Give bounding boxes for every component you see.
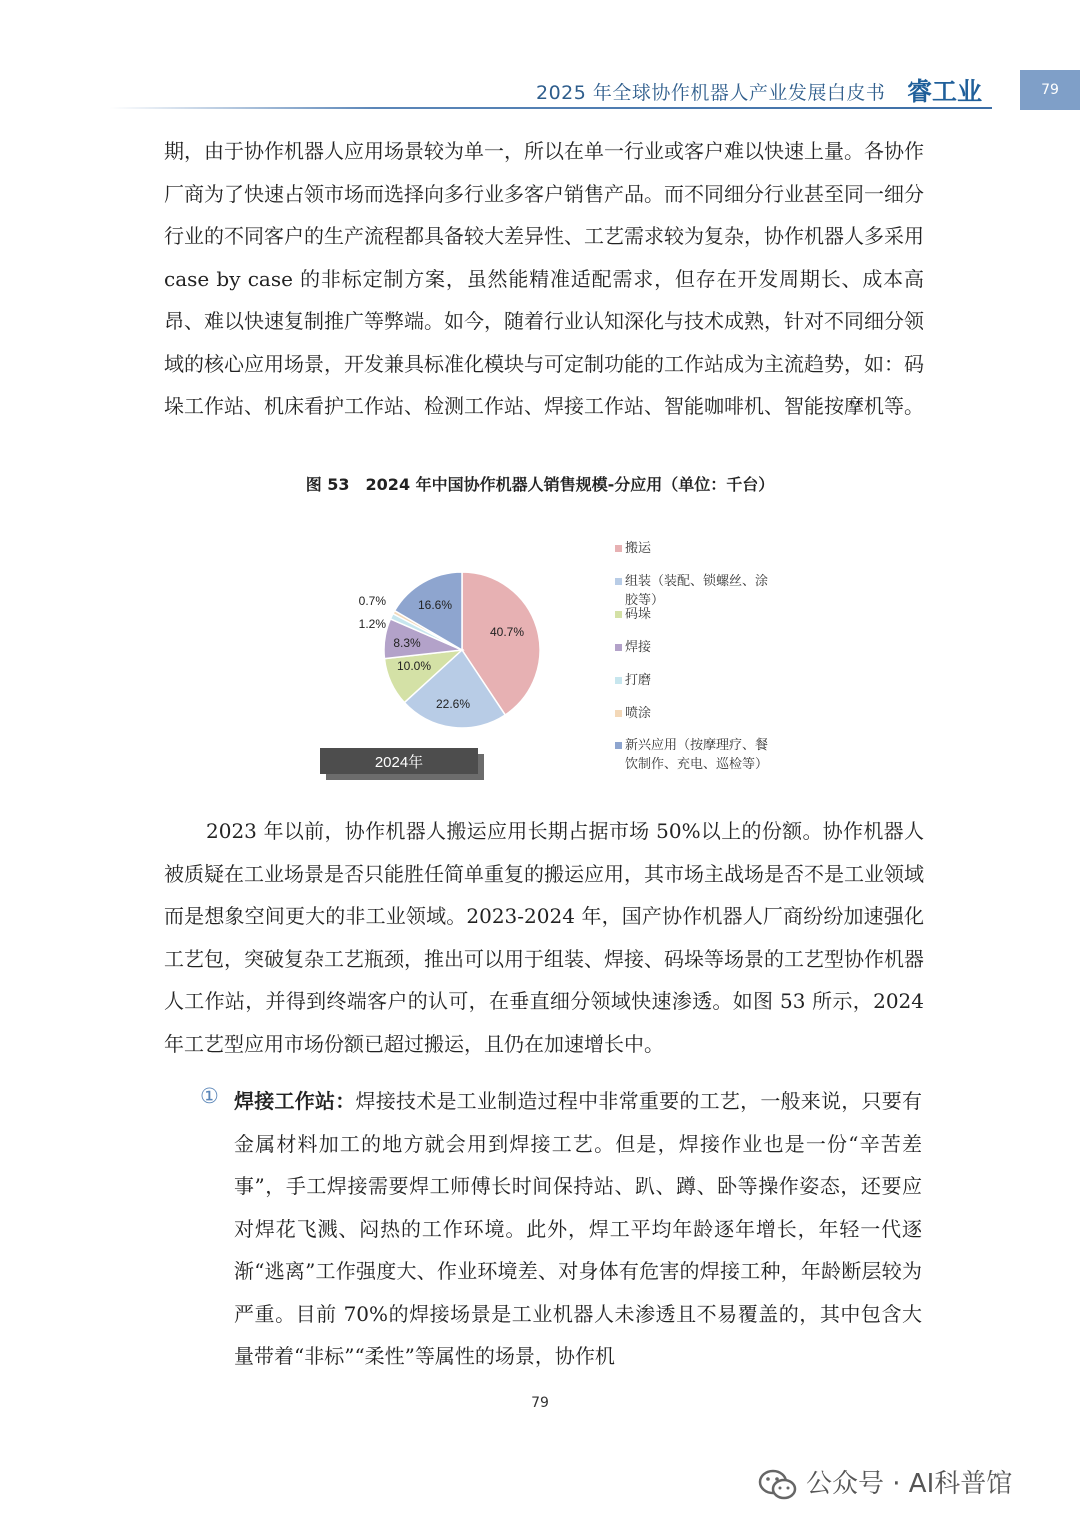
legend-item bbox=[615, 606, 651, 622]
list-item-text: 焊接技术是工业制造过程中非常重要的工艺，一般来说，只要有金属材料加工的地方就会用到焊接工艺。但是，焊接作业也是一份“辛苦差事”，手工焊接需要焊工师傅长时间保持站、趴、蹲、卧等操作姿态，还要应对焊花飞溅、闷热的工作环境。此外，焊工平均年龄逐年增长，年轻一代逐渐“逃离”工作强度大、作业环境差、对身体有危害的焊接工种，年龄断层较为严重。目前 70%的焊接场景是工业机器人未渗透且不易覆盖的，其中包含大量带着“非标”“柔性”等属性的场景，协作机 bbox=[234, 1089, 923, 1368]
legend-label: 焊接 bbox=[625, 640, 652, 655]
legend-label: 打磨 bbox=[625, 673, 652, 688]
pie-slice-label: 0.7% bbox=[358, 594, 386, 608]
legend-item bbox=[615, 540, 652, 556]
wechat-icon bbox=[758, 1468, 798, 1502]
legend-swatch bbox=[615, 578, 622, 585]
pie-slice-label: 10.0% bbox=[396, 659, 432, 673]
legend-item bbox=[615, 672, 651, 688]
header-page-tab: 79 bbox=[1020, 70, 1080, 110]
pie-chart bbox=[300, 520, 820, 800]
watermark bbox=[758, 1463, 1012, 1502]
page-number: 79 bbox=[531, 1395, 549, 1411]
pie-slice-label: 1.2% bbox=[358, 617, 386, 631]
legend-label: 新兴应用（按摩理疗、餐 bbox=[625, 738, 769, 753]
list-item-heading: 焊接工作站： bbox=[234, 1089, 356, 1113]
pie-slice-label: 8.3% bbox=[393, 636, 421, 650]
legend-label: 饮制作、充电、巡检等） bbox=[625, 757, 769, 772]
chart-title-plate bbox=[320, 748, 484, 780]
paragraph-2: 2023 年以前，协作机器人搬运应用长期占据市场 50%以上的份额。协作机器人被质疑在工业场景是否只能胜任简单重复的搬运应用，其市场主战场是否不是工业领域而是想象空间更大的非工业领域。2023-2024 年，国产协作机器人厂商纷纷加速强化工艺包，突破复杂工艺瓶颈，推出可以用于组装、焊接、码垛等场景的工艺型协作机器人工作站，并得到终端客户的认可，在垂直细分领域快速渗透。如图 53 所示，2024 年工艺型应用市场份额已超过搬运，且仍在加速增长中。 bbox=[164, 819, 924, 1056]
legend-swatch bbox=[615, 742, 622, 749]
legend-label: 组装（装配、锁螺丝、涂 bbox=[625, 574, 769, 589]
legend-item bbox=[615, 573, 768, 608]
pie-slice-label: 40.7% bbox=[489, 625, 525, 639]
paragraph-1: 期，由于协作机器人应用场景较为单一，所以在单一行业或客户难以快速上量。各协作厂商为了快速占领市场而选择向多行业多客户销售产品。而不同细分行业甚至同一细分行业的不同客户的生产流程都具备较大差异性、工艺需求较为复杂，协作机器人多采用 case by case 的非标定制方案，虽然能精准适配需求，但存在开发周期长、成本高昂、难以快速复制推广等弊端。如今，随着行业认知深化与技术成熟，针对不同细分领域的核心应用场景，开发兼具标准化模块与可定制功能的工作站成为主流趋势，如：码垛工作站、机床看护工作站、检测工作站、焊接工作站、智能咖啡机、智能按摩机等。 bbox=[164, 139, 924, 418]
legend-swatch bbox=[615, 545, 622, 552]
figure-caption: 图 53 2024 年中国协作机器人销售规模-分应用（单位：千台） bbox=[305, 475, 775, 494]
list-number: ① bbox=[200, 1084, 219, 1108]
document-title: 2025 年全球协作机器人产业发展白皮书 bbox=[536, 82, 886, 104]
header-divider bbox=[110, 107, 992, 109]
watermark-text: 公众号 · AI科普馆 bbox=[806, 1469, 1013, 1499]
legend-label: 搬运 bbox=[625, 541, 652, 556]
brand-logo-text: 睿工业 bbox=[907, 77, 983, 106]
legend-item bbox=[615, 705, 651, 721]
legend-swatch bbox=[615, 644, 622, 651]
list-item-body bbox=[234, 1080, 922, 1378]
pie-slice-label: 22.6% bbox=[435, 697, 471, 711]
legend-label: 码垛 bbox=[625, 607, 652, 622]
chart-title: 2024年 bbox=[374, 754, 424, 771]
pie-slice-label: 16.6% bbox=[417, 598, 453, 612]
legend-swatch bbox=[615, 611, 622, 618]
legend-item bbox=[615, 639, 651, 655]
legend-swatch bbox=[615, 710, 622, 717]
legend-label: 喷涂 bbox=[625, 706, 652, 721]
legend-label: 胶等） bbox=[625, 593, 665, 608]
legend-item bbox=[615, 737, 768, 772]
legend-swatch bbox=[615, 677, 622, 684]
